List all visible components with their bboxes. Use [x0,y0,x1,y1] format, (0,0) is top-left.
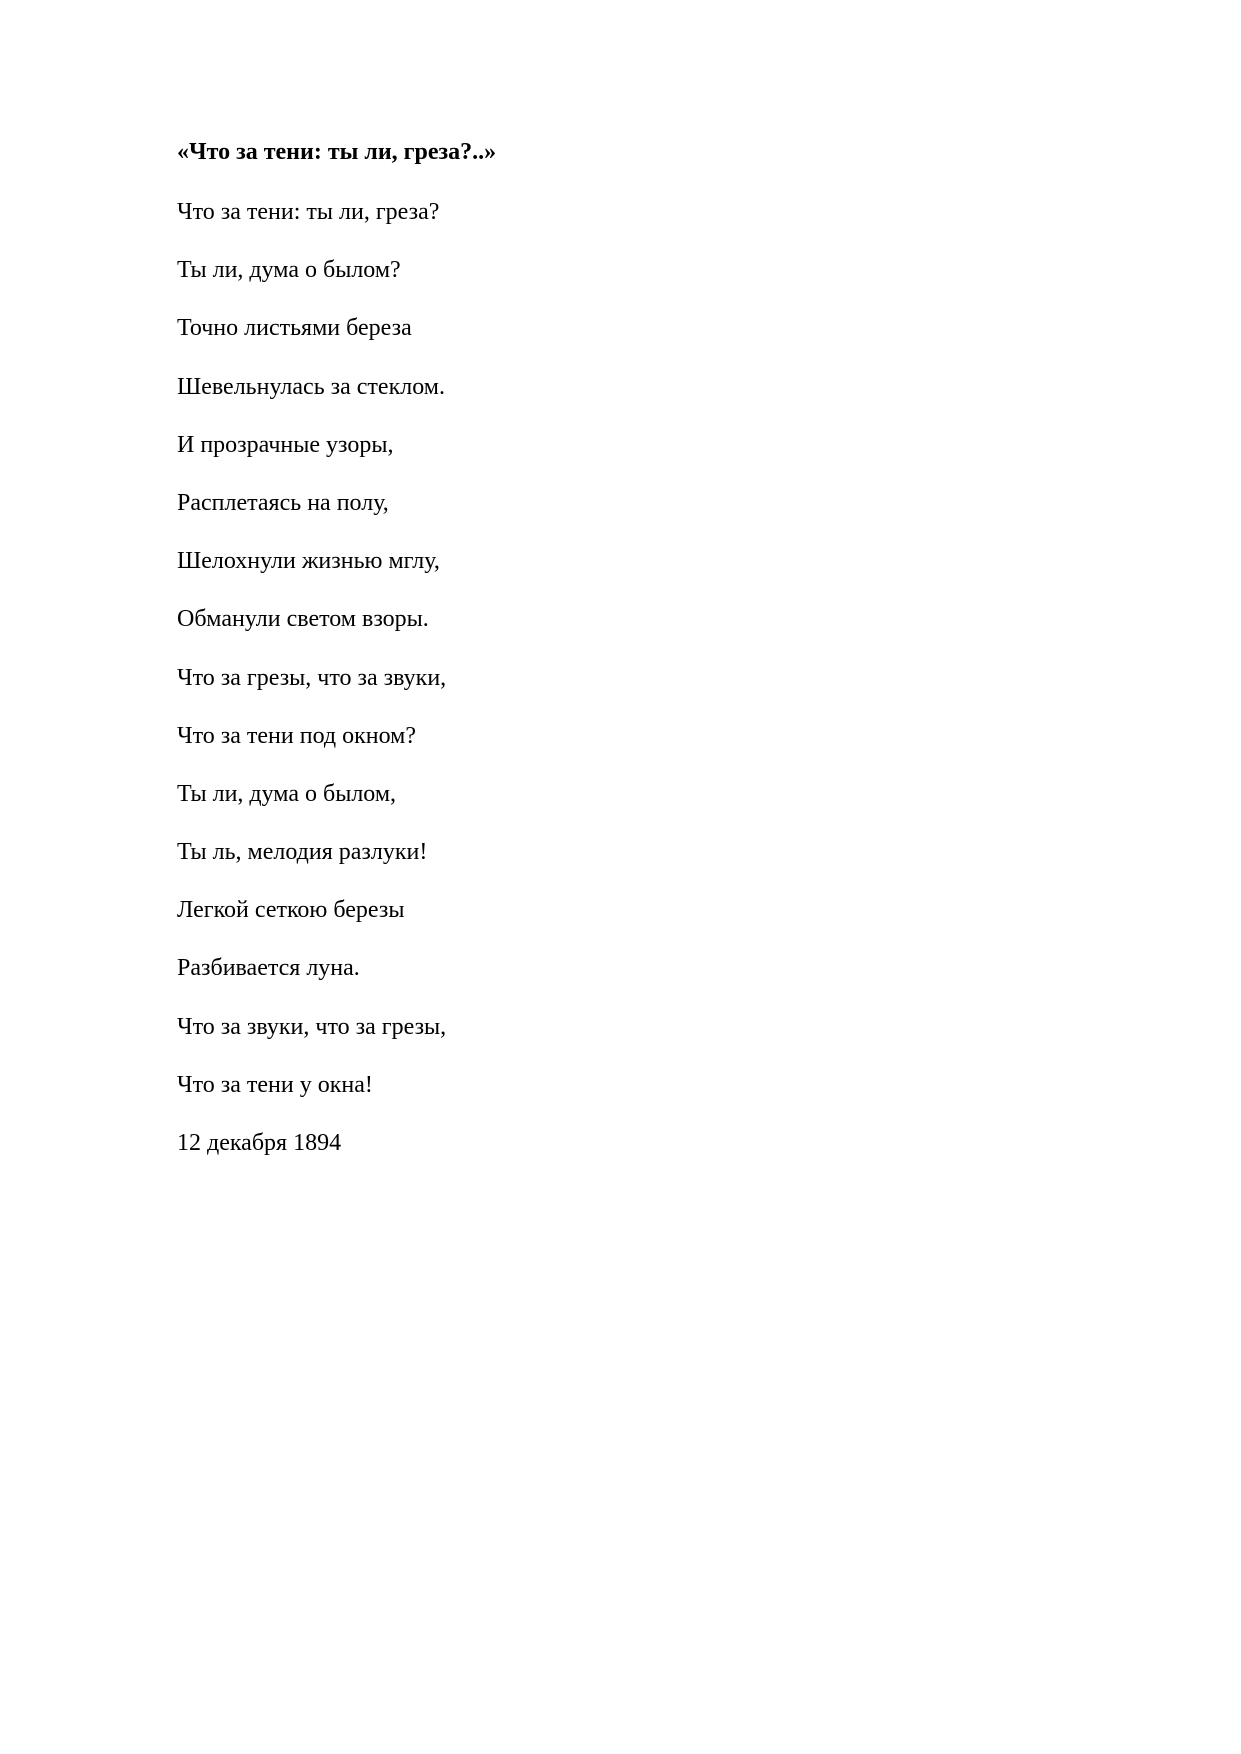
poem-line: Что за тени под окном? [177,722,416,749]
poem-line: Шевельнулась за стеклом. [177,373,445,400]
poem-line: Обманули светом взоры. [177,606,429,633]
poem-line: Ты ль, мелодия разлуки! [177,839,428,866]
poem-line: Ты ли, дума о былом, [177,780,397,807]
poem-line: Расплетаясь на полу, [177,489,389,516]
poem-line: Что за тени: ты ли, греза? [177,199,440,225]
poem-lines [177,198,446,1187]
poem-line: Ты ли, дума о былом? [177,257,401,284]
poem-line: Что за грезы, что за звуки, [177,664,447,691]
poem-body [177,138,1077,1156]
poem-line: Разбивается луна. [177,955,360,982]
poem-title: «Что за тени: ты ли, греза?..» [177,139,497,165]
poem-line: Легкой сеткою березы [177,897,405,924]
poem-line: Что за звуки, что за грезы, [177,1013,447,1040]
poem-line: Что за тени у окна! [177,1071,373,1098]
poem-line: Точно листьями береза [177,315,412,342]
poem-line: И прозрачные узоры, [177,431,394,458]
poem-line: Шелохнули жизнью мглу, [177,548,440,575]
poem-date: 12 декабря 1894 [177,1130,342,1156]
